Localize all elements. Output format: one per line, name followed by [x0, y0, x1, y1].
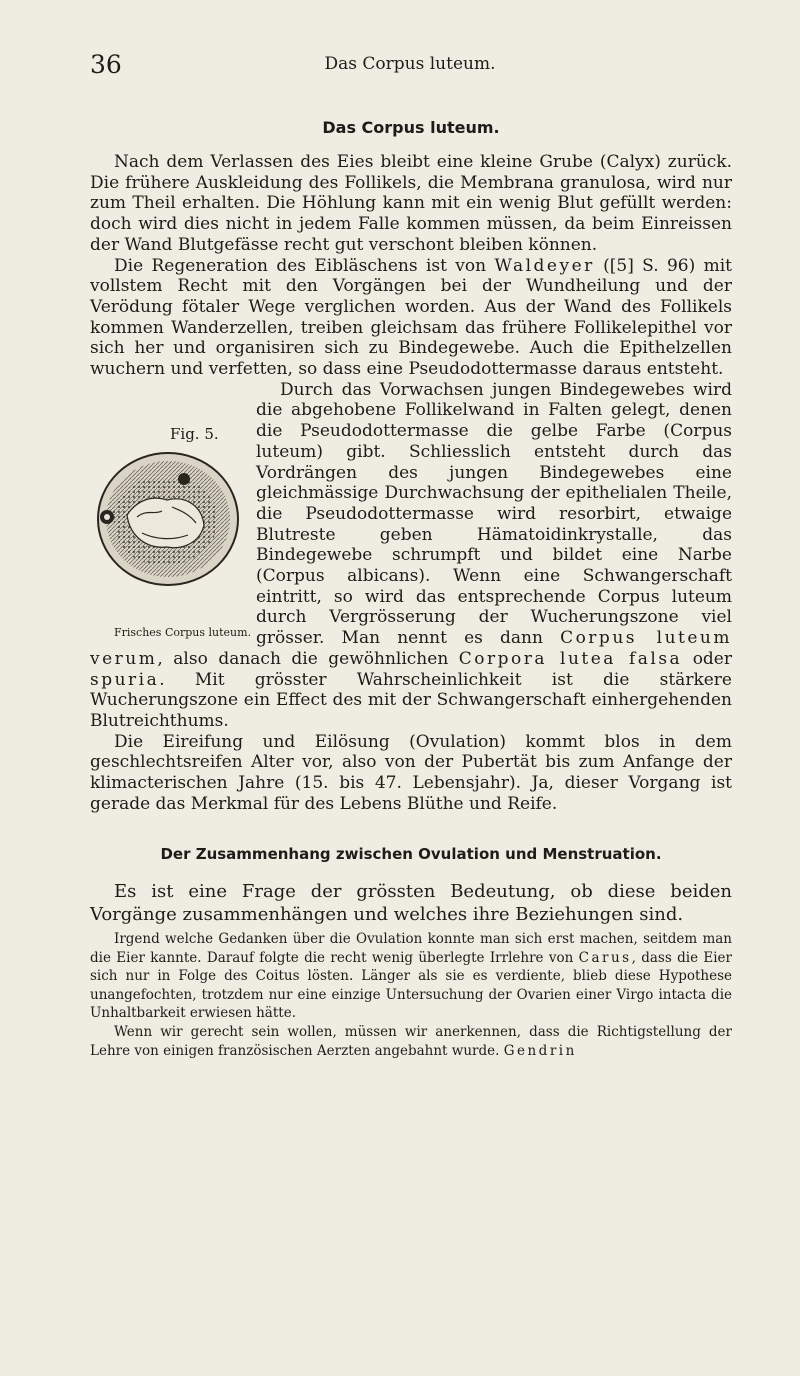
corpus-luteum-illustration [92, 445, 242, 595]
section-ovulation-body [90, 880, 732, 926]
page-header [90, 50, 730, 80]
section-corpus-luteum-body [90, 152, 732, 815]
paragraph: Irgend welche Gedanken über die Ovulation konnte man sich erst machen, seitdem man die Eier kannte. Darauf folgte die recht wenig überlegte Irrlehre von Carus, dass die Eier sich nur in Folge des Coitus lösten. Länger als sie es verdiente, blieb diese Hypothese unangefochten, trotzdem nur eine einzige Untersuchung der Ovarien einer Virgo intacta die Unhaltbarkeit erwiesen hätte. [90, 931, 733, 1022]
figure-label: Fig. 5. [170, 424, 219, 443]
section-title-corpus-luteum: Das Corpus luteum. [322, 118, 500, 137]
paragraph: Nach dem Verlassen des Eies bleibt eine kleine Grube (Calyx) zurück. Die frühere Auskleidung des Follikels, die Membrana granulosa, wird nur zum Theil erhalten. Die Höhlung kann mit ein wenig Blut gefüllt werden: doch wird dies nicht in jedem Falle kommen müssen, da beim Einreissen der Wand Blutgefässe recht gut verschont bleiben können. [90, 152, 732, 255]
author-name: Gendrin [503, 1042, 577, 1059]
page-number: 36 [90, 50, 122, 79]
author-name: Carus [578, 949, 632, 966]
section-title-ovulation-menstruation: Der Zusammenhang zwischen Ovulation und Menstruation. [160, 845, 662, 863]
paragraph: Fig. 5. Frisches Corpus luteum. Durch das Vorwachsen jungen Bindegewebes wird die abgehobene Follikelwand in Falten gelegt, denen die Pseudodottermasse die gelbe Farbe (Corpus luteum) gibt. Schliesslich entsteht durch das Vordrängen des jungen Bindegewebes eine gleichmässige Durchwachsung der epithelialen Theile, die Pseudodottermasse wird resorbirt, etwaige Blutreste geben Hämatoidinkrystalle, das Bindegewebe schrumpft und bildet eine Narbe (Corpus albicans). Wenn eine Schwangerschaft eintritt, so wird das entsprechende Corpus luteum durch Vergrösserung der Wucherungszone viel grösser. Man nennt es dann Corpus luteum verum, also danach die gewöhnlichen Corpora lutea falsa oder spuria. Mit grösster Wahrscheinlichkeit ist die stärkere Wucherungszone ein Effect des mit der Schwangerschaft einhergehenden Blutreichthums. [90, 379, 732, 731]
paragraph: Wenn wir gerecht sein wollen, müssen wir anerkennen, dass die Richtigstellung der Lehre von einigen französischen Aerzten angebahnt wurde. Gendrin [90, 1023, 732, 1059]
paragraph: Die Regeneration des Eibläschens ist von Waldeyer ([5] S. 96) mit vollstem Recht mit den Vorgängen bei der Wundheilung und der Verödung fötaler Wege verglichen worden. Aus der Wand des Follikels kommen Wanderzellen, treiben gleichsam das frühere Follikelepithel vor sich her und organisiren sich zu Bindegewebe. Auch die Epithelzellen wuchern und verfetten, so dass eine Pseudodottermasse daraus entsteht. [90, 255, 732, 380]
term: Corpus luteum verum [90, 628, 732, 669]
term: Corpora lutea falsa [458, 648, 683, 669]
running-title: Das Corpus luteum. [324, 54, 496, 74]
paragraph: Es ist eine Frage der grössten Bedeutung, ob diese beiden Vorgänge zusammenhängen und welches ihre Beziehungen sind. [90, 881, 732, 925]
paragraph: Die Eireifung und Eilösung (Ovulation) kommt blos in dem geschlechtsreifen Alter vor, also von der Pubertät bis zum Anfange der klimacterischen Jahre (15. bis 47. Lebensjahr). Ja, dieser Vorgang ist gerade das Merkmal für des Lebens Blüthe und Reife. [90, 731, 732, 814]
term: spuria [90, 669, 160, 690]
figure-5 [88, 422, 252, 639]
figure-caption: Frisches Corpus luteum. [114, 625, 252, 639]
small-print-note [90, 930, 732, 1060]
author-name: Waldeyer [494, 255, 595, 276]
